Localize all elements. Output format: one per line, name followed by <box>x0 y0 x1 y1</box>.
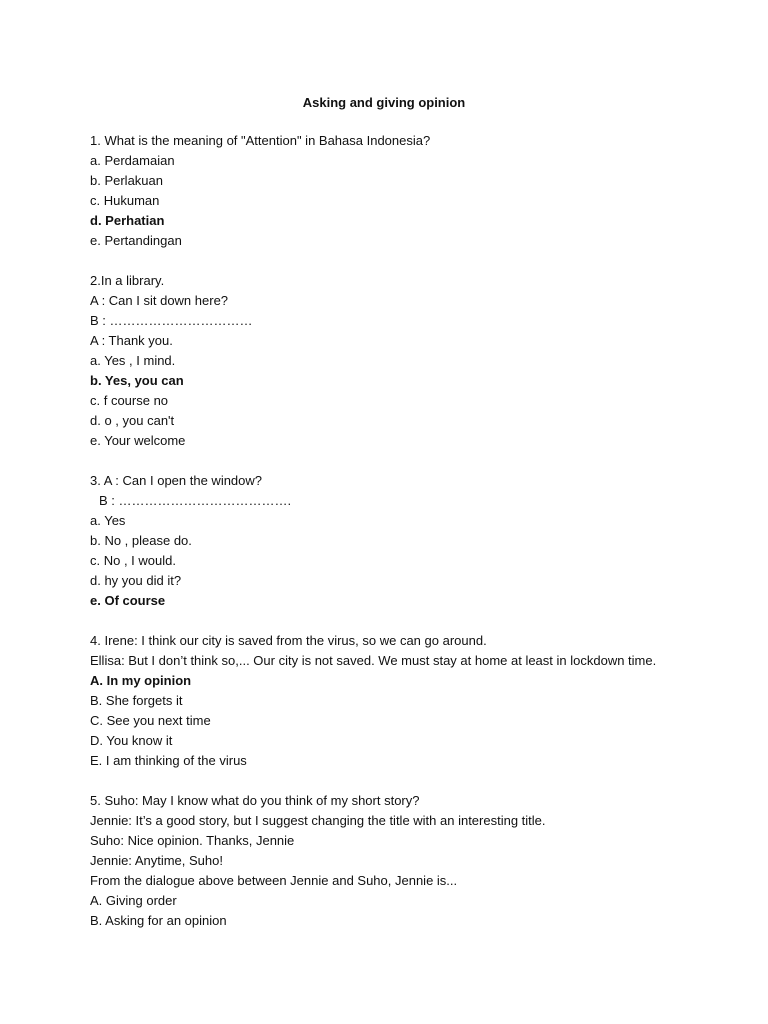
answer-option-correct: e. Of course <box>90 593 166 608</box>
question-spacer <box>90 451 730 471</box>
question-text: 2.In a library. <box>90 273 165 288</box>
question-spacer <box>90 611 730 631</box>
answer-option-correct: d. Perhatian <box>90 213 165 228</box>
answer-option-correct: A. In my opinion <box>90 673 192 688</box>
question-line: A : Thank you. <box>90 333 173 348</box>
question-line: a. Yes , I mind. <box>90 353 176 368</box>
question-block <box>90 131 730 251</box>
question-line: a. Yes <box>90 513 126 528</box>
question-line: c. No , I would. <box>90 553 176 568</box>
question-line: Jennie: It’s a good story, but I suggest changing the title with an interesting title. <box>90 813 546 828</box>
question-text: 5. Suho: May I know what do you think of my short story? <box>90 793 420 808</box>
question-text: 1. What is the meaning of "Attention" in Bahasa Indonesia? <box>90 133 431 148</box>
question-line: Jennie: Anytime, Suho! <box>90 853 223 868</box>
question-line: B : …………………………………. <box>99 493 292 508</box>
question-block <box>90 791 730 931</box>
question-line: Suho: Nice opinion. Thanks, Jennie <box>90 833 295 848</box>
question-line: B : …………………………… <box>90 313 253 328</box>
question-text: 4. Irene: I think our city is saved from the virus, so we can go around. <box>90 633 487 648</box>
question-line: A : Can I sit down here? <box>90 293 229 308</box>
question-block <box>90 631 730 771</box>
document-title <box>0 93 768 113</box>
answer-option-correct: b. Yes, you can <box>90 373 184 388</box>
question-line: A. Giving order <box>90 893 177 908</box>
question-line: B. She forgets it <box>90 693 183 708</box>
question-line: Ellisa: But I don’t think so,... Our city is not saved. We must stay at home at least in lockdown time. <box>90 653 657 668</box>
question-line: c. f course no <box>90 393 169 408</box>
question-line: B. Asking for an opinion <box>90 913 227 928</box>
question-block <box>90 271 730 451</box>
question-line: D. You know it <box>90 733 173 748</box>
question-line: From the dialogue above between Jennie and Suho, Jennie is... <box>90 873 458 888</box>
question-line: d. hy you did it? <box>90 573 182 588</box>
question-line: c. Hukuman <box>90 193 160 208</box>
question-line: b. No , please do. <box>90 533 192 548</box>
question-line: a. Perdamaian <box>90 153 175 168</box>
question-spacer <box>90 771 730 791</box>
question-spacer <box>90 251 730 271</box>
question-list <box>90 131 730 931</box>
question-block <box>90 471 730 611</box>
question-line: E. I am thinking of the virus <box>90 753 247 768</box>
question-text: 3. A : Can I open the window? <box>90 473 263 488</box>
question-line: b. Perlakuan <box>90 173 163 188</box>
question-line: e. Your welcome <box>90 433 186 448</box>
question-line: C. See you next time <box>90 713 211 728</box>
question-line: d. o , you can't <box>90 413 175 428</box>
question-line: e. Pertandingan <box>90 233 182 248</box>
document-title-text: Asking and giving opinion <box>302 95 466 110</box>
